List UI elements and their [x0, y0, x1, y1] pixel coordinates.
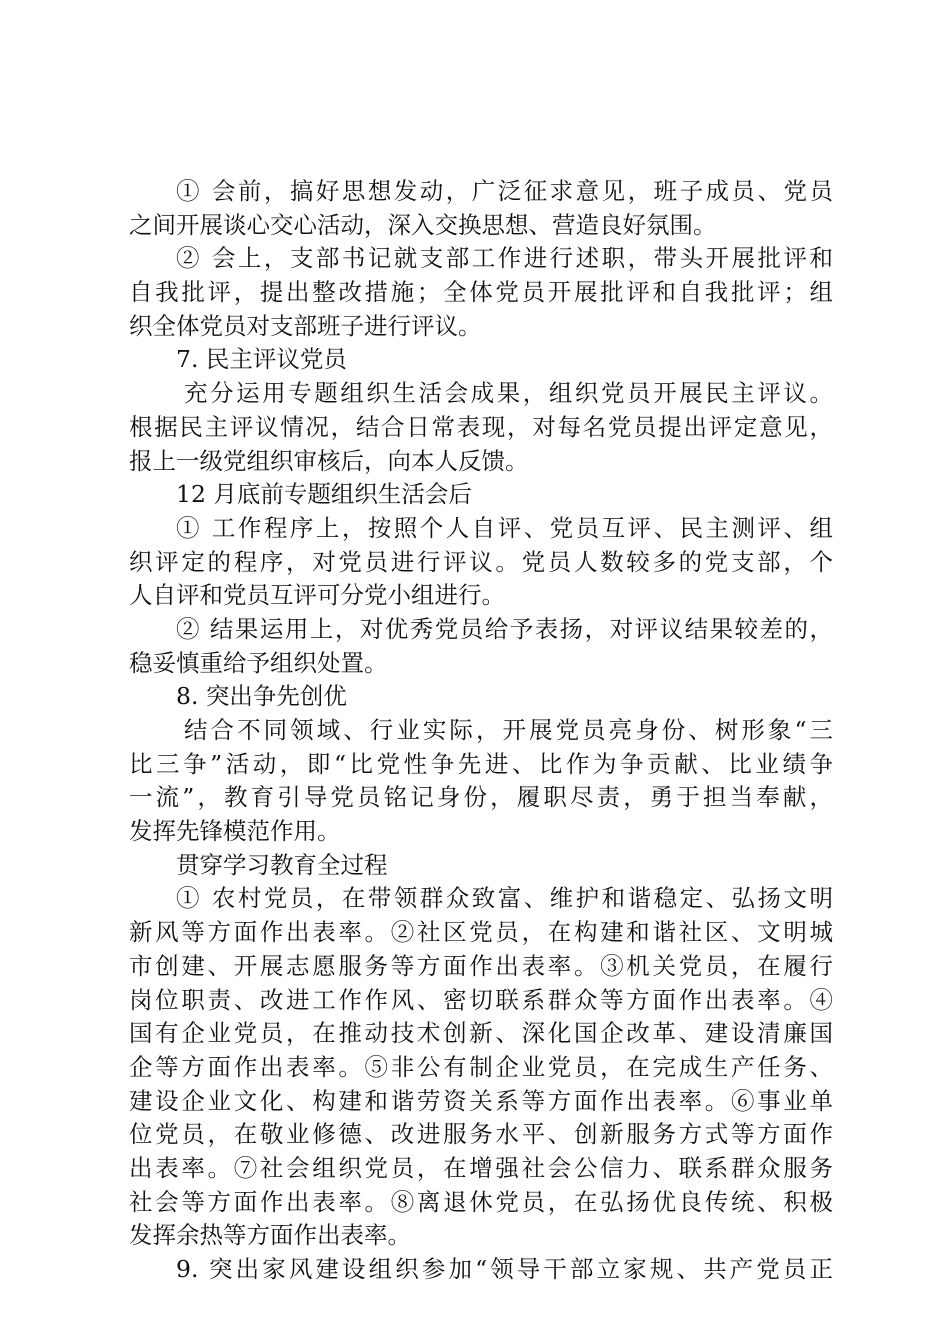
text-line: 位党员，在敬业修德、改进服务水平、创新服务方式等方面作: [129, 1120, 833, 1149]
text-line: 社会等方面作出表率。⑧离退休党员，在弘扬优良传统、积极: [129, 1187, 833, 1216]
text-line: ① 会前，搞好思想发动，广泛征求意见，班子成员、党员: [176, 177, 833, 205]
text-line: 充分运用专题组织生活会成果，组织党员开展民主评议。: [184, 379, 833, 408]
document-page: [129, 175, 833, 1287]
text-line: 岗位职责、改进工作作风、密切联系群众等方面作出表率。④: [129, 985, 833, 1014]
text-line: 根据民主评议情况，结合日常表现，对每名党员提出评定意见，: [129, 412, 833, 441]
text-line: 比三争”活动，即“比党性争先进、比作为争贡献、比业绩争: [129, 749, 833, 778]
text-line: 一流”，教育引导党员铭记身份，履职尽责，勇于担当奉献，: [129, 783, 833, 812]
text-line: 稳妥慎重给予组织处置。: [129, 648, 388, 677]
text-line: ② 会上，支部书记就支部工作进行述职，带头开展批评和: [176, 244, 833, 273]
text-line: ① 工作程序上，按照个人自评、党员互评、民主测评、组: [176, 513, 833, 542]
text-line: 企等方面作出表率。⑤非公有制企业党员，在完成生产任务、: [129, 1052, 833, 1081]
text-line: 8. 突出争先创优: [176, 682, 347, 711]
text-line: ① 农村党员，在带领群众致富、维护和谐稳定、弘扬文明: [176, 884, 833, 913]
text-line: 9. 突出家风建设组织参加“领导干部立家规、共产党员正: [176, 1255, 833, 1283]
text-line: 织全体党员对支部班子进行评议。: [129, 311, 482, 340]
text-line: 发挥先锋模范作用。: [129, 817, 341, 846]
text-line: 报上一级党组织审核后，向本人反馈。: [129, 446, 529, 475]
text-line: 新风等方面作出表率。②社区党员，在构建和谐社区、文明城: [129, 918, 833, 947]
text-line: ② 结果运用上，对优秀党员给予表扬，对评议结果较差的，: [176, 614, 833, 643]
text-line: 市创建、开展志愿服务等方面作出表率。③机关党员，在履行: [129, 951, 833, 980]
text-line: 织评定的程序，对党员进行评议。党员人数较多的党支部，个: [129, 547, 833, 576]
text-line: 贯穿学习教育全过程: [176, 850, 388, 879]
text-line: 结合不同领域、行业实际，开展党员亮身份、树形象“三: [184, 716, 833, 744]
text-line: 自我批评，提出整改措施；全体党员开展批评和自我批评；组: [129, 278, 833, 307]
text-line: 之间开展谈心交心活动，深入交换思想、营造良好氛围。: [129, 210, 717, 239]
text-line: 出表率。⑦社会组织党员，在增强社会公信力、联系群众服务: [129, 1153, 833, 1182]
text-line: 建设企业文化、构建和谐劳资关系等方面作出表率。⑥事业单: [129, 1086, 833, 1115]
text-line: 国有企业党员，在推动技术创新、深化国企改革、建设清廉国: [129, 1019, 833, 1048]
text-line: 人自评和党员互评可分党小组进行。: [129, 581, 505, 610]
text-line: 发挥余热等方面作出表率。: [129, 1221, 411, 1250]
text-line: 7. 民主评议党员: [176, 345, 347, 374]
text-line: 12 月底前专题组织生活会后: [176, 480, 472, 509]
